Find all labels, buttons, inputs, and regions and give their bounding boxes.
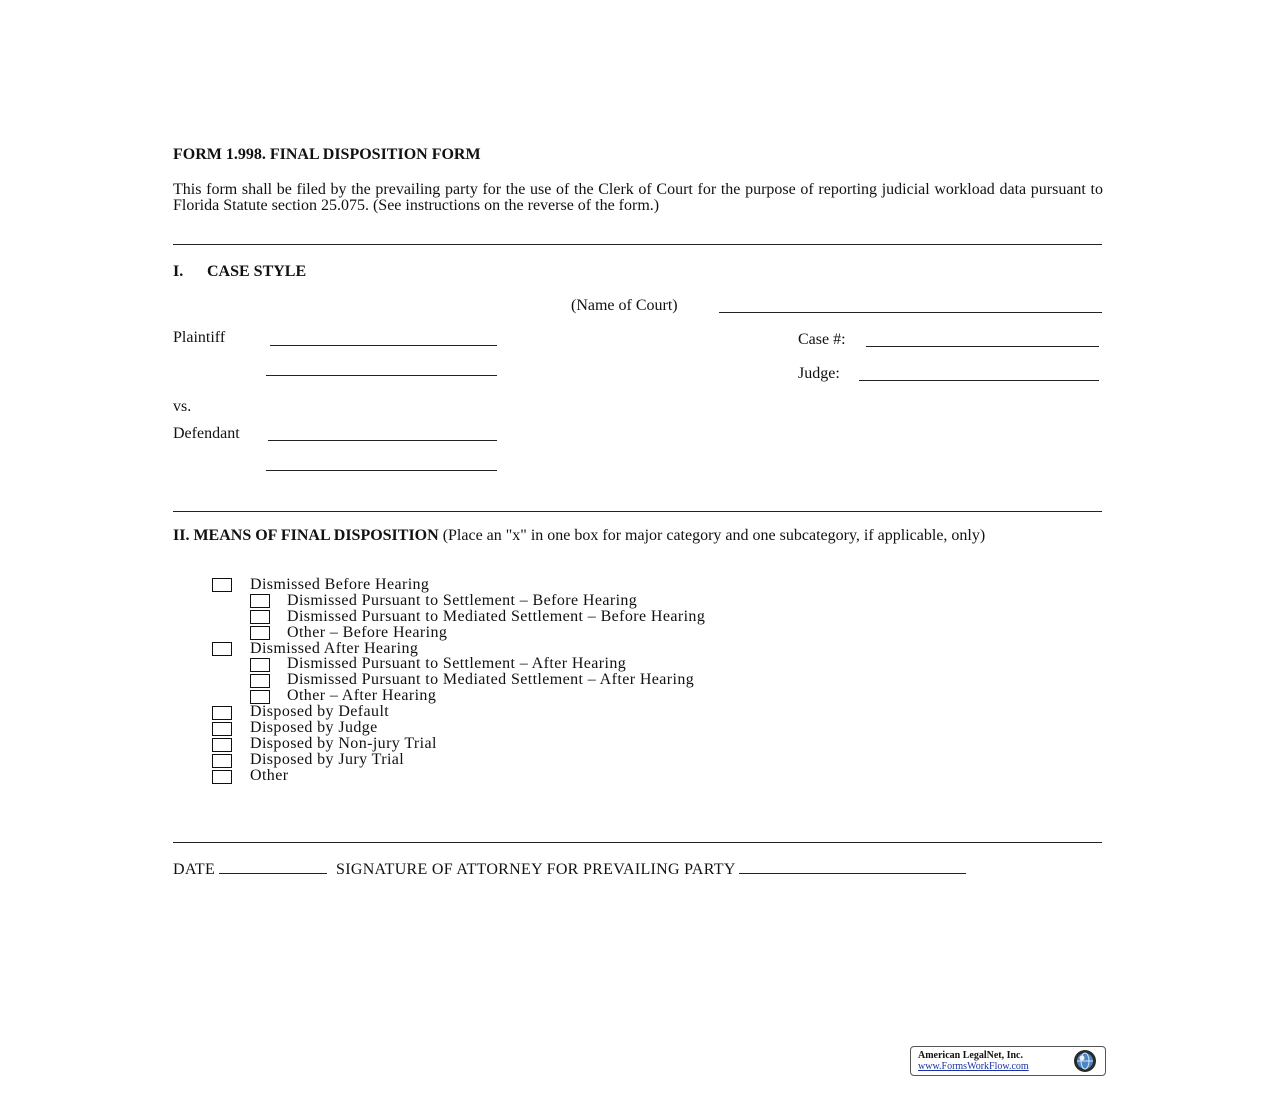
option-label: Disposed by Non-jury Trial — [250, 735, 437, 752]
defendant-label: Defendant — [173, 425, 240, 442]
court-name-field[interactable] — [719, 312, 1102, 313]
checkbox-mediated-after-hearing[interactable] — [250, 674, 270, 688]
option-label: Other – Before Hearing — [287, 624, 448, 641]
logo-company-name: American LegalNet, Inc. — [918, 1050, 1023, 1061]
plaintiff-field-2[interactable] — [266, 375, 497, 376]
divider — [173, 511, 1102, 512]
defendant-field-2[interactable] — [266, 470, 497, 471]
date-label: DATE — [173, 861, 216, 878]
globe-icon — [1067, 1048, 1103, 1074]
plaintiff-label: Plaintiff — [173, 329, 226, 346]
checkbox-dismissed-before-hearing[interactable] — [212, 578, 232, 592]
signature-row — [173, 861, 966, 879]
signature-field[interactable] — [739, 865, 966, 874]
section-instruction: (Place an "x" in one box for major category and one subcategory, if applicable, only) — [442, 527, 986, 544]
section-disposition-heading — [173, 528, 1103, 544]
checkbox-mediated-before-hearing[interactable] — [250, 610, 270, 624]
option-label: Disposed by Judge — [250, 719, 378, 736]
option-label: Dismissed Before Hearing — [250, 576, 430, 593]
checkbox-other[interactable] — [212, 770, 232, 784]
section-case-style-heading — [173, 263, 306, 281]
checkbox-disposed-by-jury-trial[interactable] — [212, 754, 232, 768]
section-number: I. — [173, 263, 184, 280]
option-label: Disposed by Jury Trial — [250, 751, 405, 768]
date-field[interactable] — [219, 865, 327, 874]
option-label: Dismissed Pursuant to Mediated Settlement – Before Hearing — [287, 608, 706, 625]
checkbox-disposed-by-judge[interactable] — [212, 722, 232, 736]
signature-label: SIGNATURE OF ATTORNEY FOR PREVAILING PARTY — [336, 861, 736, 878]
logo-url-link[interactable]: www.FormsWorkFlow.com — [918, 1061, 1029, 1072]
option-label: Dismissed Pursuant to Settlement – After Hearing — [287, 655, 627, 672]
option-label: Disposed by Default — [250, 703, 390, 720]
court-label: (Name of Court) — [571, 297, 678, 314]
checkbox-disposed-by-default[interactable] — [212, 706, 232, 720]
divider — [173, 244, 1102, 245]
section-title: CASE STYLE — [207, 263, 307, 280]
case-number-label: Case #: — [798, 331, 846, 348]
option-label: Other – After Hearing — [287, 687, 437, 704]
judge-label: Judge: — [798, 365, 840, 382]
option-label: Other — [250, 767, 289, 784]
plaintiff-field-1[interactable] — [270, 345, 497, 346]
vs-label: vs. — [173, 398, 192, 415]
case-number-field[interactable] — [866, 346, 1099, 347]
checkbox-settlement-after-hearing[interactable] — [250, 658, 270, 672]
checkbox-disposed-by-non-jury-trial[interactable] — [212, 738, 232, 752]
checkbox-other-after-hearing[interactable] — [250, 690, 270, 704]
divider — [173, 842, 1102, 843]
checkbox-dismissed-after-hearing[interactable] — [212, 642, 232, 656]
judge-field[interactable] — [859, 380, 1099, 381]
form-title: FORM 1.998. FINAL DISPOSITION FORM — [173, 146, 481, 163]
american-legalnet-logo — [910, 1046, 1106, 1076]
section-title: II. MEANS OF FINAL DISPOSITION — [173, 527, 439, 544]
checkbox-settlement-before-hearing[interactable] — [250, 594, 270, 608]
checkbox-other-before-hearing[interactable] — [250, 626, 270, 640]
option-label: Dismissed Pursuant to Settlement – Before Hearing — [287, 592, 638, 609]
form-intro: This form shall be filed by the prevailing party for the use of the Clerk of Court for the purpose of reporting judicial workload data pursuant to Florida Statute section 25.075. (See instructions on the reverse of the form.) — [173, 181, 1103, 214]
option-label: Dismissed After Hearing — [250, 640, 419, 657]
option-label: Dismissed Pursuant to Mediated Settlement – After Hearing — [287, 671, 695, 688]
defendant-field-1[interactable] — [268, 440, 497, 441]
